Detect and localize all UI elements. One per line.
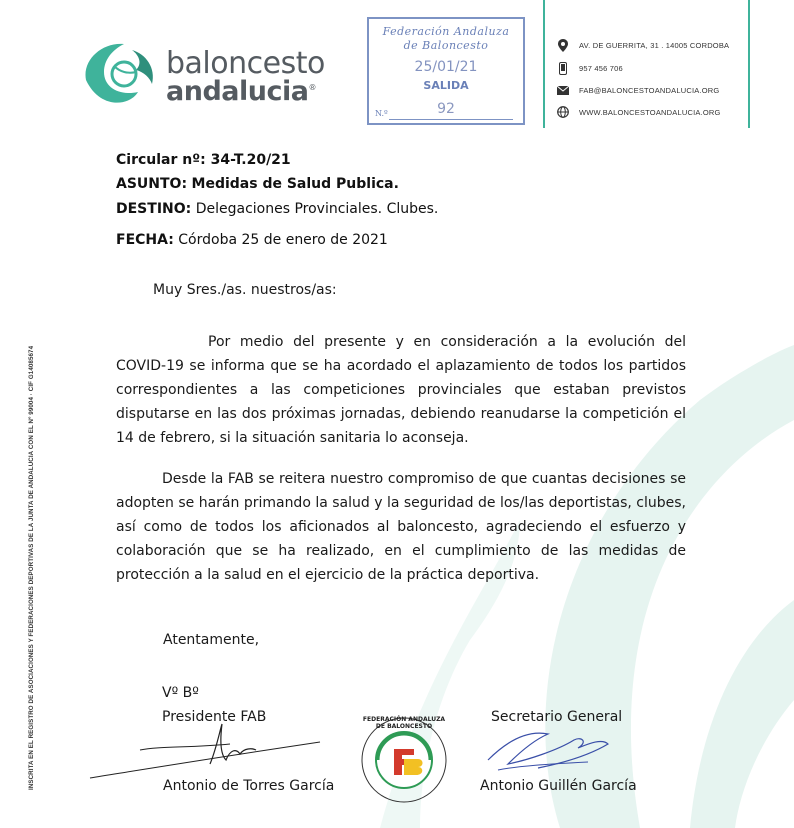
registered-mark: ® bbox=[308, 83, 316, 92]
president-name: Antonio de Torres García bbox=[163, 778, 335, 794]
seal-mark-text bbox=[392, 760, 403, 768]
contact-web bbox=[556, 103, 721, 121]
contact-web-text[interactable]: WWW.BALONCESTOANDALUCIA.ORG bbox=[579, 107, 721, 117]
contact-divider-left bbox=[543, 0, 545, 128]
destination-value: Delegaciones Provinciales. Clubes. bbox=[195, 201, 439, 217]
basketball-logo-icon bbox=[80, 40, 160, 112]
stamp-title-line2: de Baloncesto bbox=[403, 39, 489, 52]
contact-divider-right bbox=[748, 0, 750, 128]
contact-email-text[interactable]: FAB@BALONCESTOANDALUCIA.ORG bbox=[579, 85, 720, 95]
logo-word-andalucia bbox=[166, 76, 316, 107]
contact-email bbox=[556, 81, 719, 99]
closing: Atentamente, bbox=[163, 632, 260, 648]
destination-label: DESTINO: bbox=[116, 201, 192, 217]
subject-label: ASUNTO: bbox=[116, 176, 188, 192]
stamp-number-label: N.º bbox=[375, 109, 388, 118]
secretary-signature bbox=[478, 720, 628, 782]
logo-word-andalucia-text: andalucia bbox=[166, 76, 309, 107]
subject-line bbox=[116, 176, 399, 192]
subject-value: Medidas de Salud Publica. bbox=[191, 176, 399, 192]
contact-phone bbox=[556, 59, 623, 77]
stamp-number: 92 bbox=[437, 101, 455, 117]
circular-number bbox=[116, 152, 291, 168]
registry-stamp bbox=[367, 17, 525, 125]
circular-text: Circular nº: 34-T.20/21 bbox=[116, 152, 291, 168]
seal-text: FEDERACIÓN ANDALUZA DE BALONCESTO bbox=[362, 716, 446, 730]
envelope-icon bbox=[556, 83, 570, 97]
stamp-title bbox=[369, 25, 523, 53]
logo-word-baloncesto: baloncesto bbox=[166, 46, 325, 81]
stamp-title-line1: Federación Andaluza bbox=[382, 25, 510, 38]
paragraph-1: Por medio del presente y en consideración a la evolución del COVID-19 se informa que se ha acordado el aplazamiento de todos los partidos correspondientes a las competiciones provinciales que estaban previstos disputarse en las dos próximas jornadas, debiendo reanudarse la competición el 14 de febrero, si la situación sanitaria lo aconseja. bbox=[116, 334, 686, 446]
president-title: Presidente FAB bbox=[162, 709, 267, 725]
date-label: FECHA: bbox=[116, 232, 174, 248]
stamp-number-line bbox=[389, 119, 513, 120]
contact-address-text: AV. DE GUERRITA, 31 . 14005 CORDOBA bbox=[579, 40, 730, 50]
paragraph-2: Desde la FAB se reitera nuestro compromiso de que cuantas decisiones se adopten se harán primando la salud y la seguridad de los/las deportistas, clubes, así como de todos los aficionados al baloncesto, agradeciendo el esfuerzo y colaboración que se ha realizado, en el cumplimiento de las medidas de protección a la salud en el ejercicio de la práctica deportiva. bbox=[116, 471, 686, 583]
contact-address bbox=[556, 36, 729, 54]
approval-mark: Vº Bº bbox=[162, 685, 199, 701]
fab-logo bbox=[80, 40, 325, 112]
date-line bbox=[116, 232, 388, 248]
secretary-name: Antonio Guillén García bbox=[480, 778, 637, 794]
date-value: Córdoba 25 de enero de 2021 bbox=[178, 232, 388, 248]
registration-side-text: INSCRITA EN EL REGISTRO DE ASOCIACIONES Y FEDERACIONES DEPORTIVAS DE LA JUNTA DE ANDALUCIA CON EL Nº 99004 · CIF G14085674 bbox=[28, 345, 35, 790]
secretary-title: Secretario General bbox=[491, 709, 623, 725]
greeting: Muy Sres./as. nuestros/as: bbox=[153, 282, 337, 298]
destination-line bbox=[116, 201, 438, 217]
mobile-phone-icon bbox=[556, 61, 570, 75]
location-pin-icon bbox=[556, 38, 570, 52]
stamp-kind: SALIDA bbox=[423, 79, 469, 92]
globe-icon bbox=[556, 105, 570, 119]
stamp-date: 25/01/21 bbox=[414, 59, 478, 75]
contact-phone-text: 957 456 706 bbox=[579, 63, 623, 73]
